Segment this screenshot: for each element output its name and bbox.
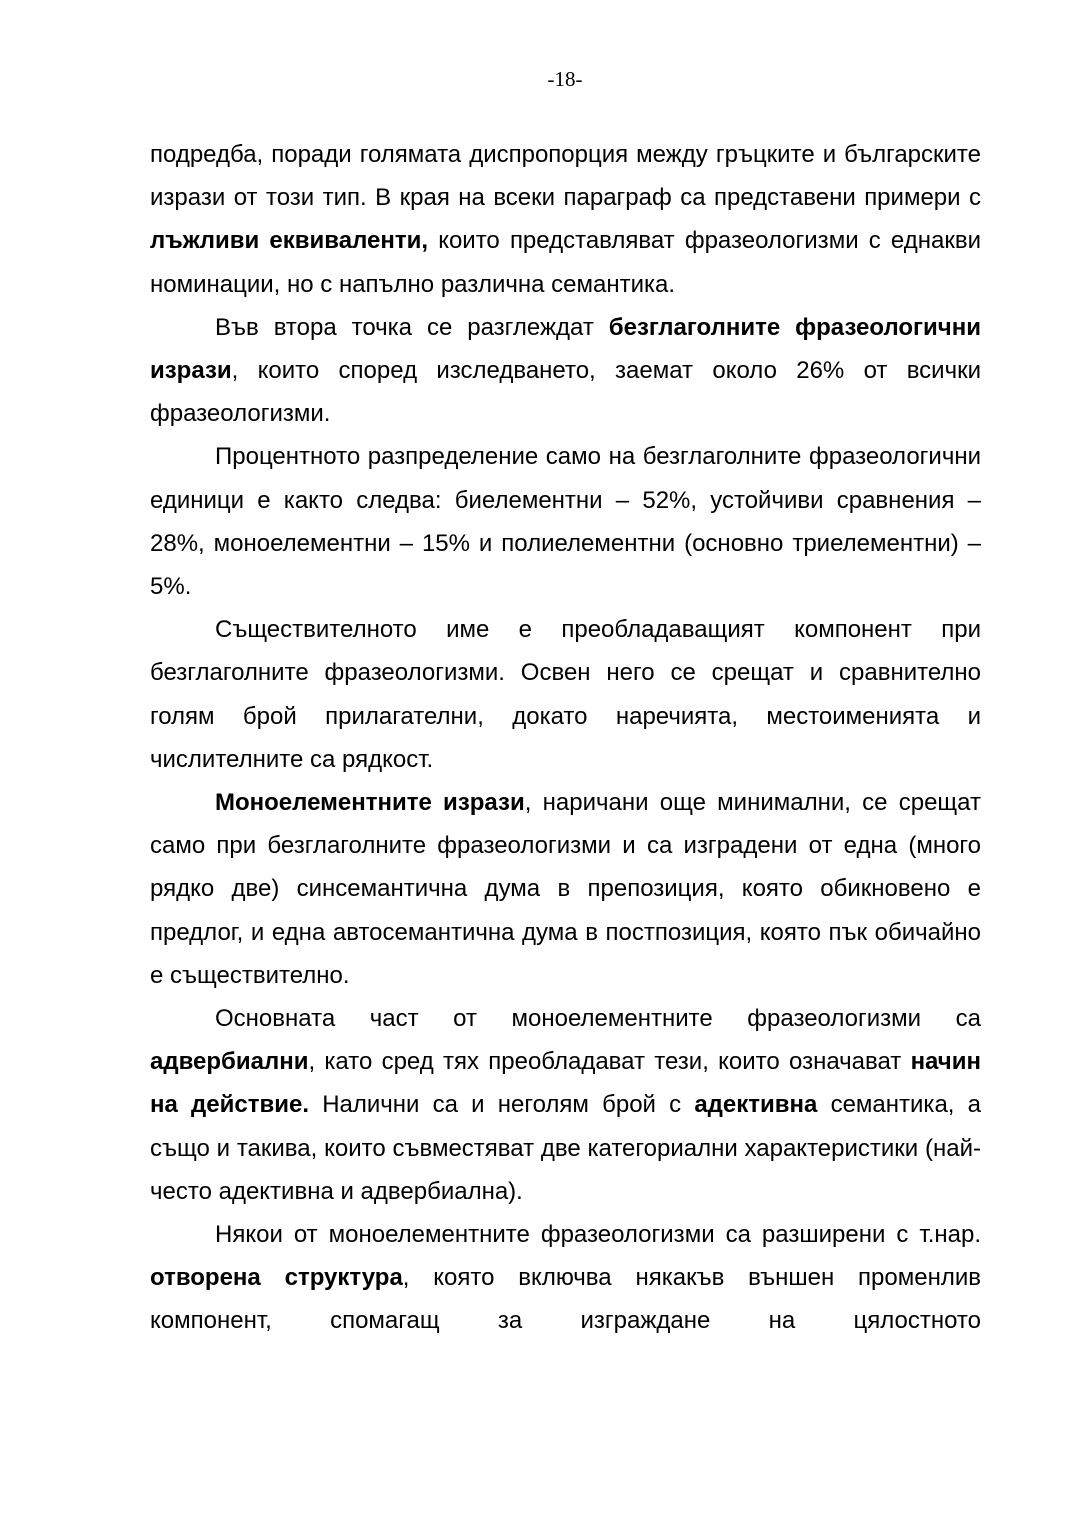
text-run: Във втора точка се разглеждат — [215, 313, 609, 341]
paragraph-6 — [150, 997, 981, 1213]
text-run: Налични са и неголям брой с — [309, 1091, 695, 1119]
bold-term: начин на действие. — [150, 1048, 981, 1119]
paragraph-3 — [150, 435, 981, 608]
bold-term: лъжливи еквиваленти, — [150, 227, 429, 255]
text-run: семантика, а също и такива, които съвместяват две категориални характеристики (най-често адективна и адвербиална). — [150, 1091, 981, 1205]
text-run: , които според изследването, заемат около 26% от всички фразеологизми. — [150, 357, 981, 428]
document-body — [150, 133, 981, 1343]
text-run: , наричани още минимални, се срещат само при безглаголните фразеологизми и са изградени от една (много рядко две) синсемантична дума в препозиция, която обикновено е предлог, и една автосемантична дума в постпозиция, която пък обичайно е съществително. — [150, 789, 981, 989]
paragraph-2 — [150, 306, 981, 436]
bold-term: безглаголните фразеологични изрази — [150, 313, 981, 385]
text-run: Основната част от моноелементните фразеологизми са — [215, 1005, 981, 1033]
paragraph-7 — [150, 1213, 981, 1343]
text-run: Някои от моноелементните фразеологизми са разширени с т.нар. — [215, 1221, 981, 1249]
text-run: Процентното разпределение само на безглаголните фразеологични единици е както следва: биелементни – 52%, устойчиви сравнения – 28%, моноелементни – 15% и полиелементни (основно триелементни) – 5%. — [150, 443, 981, 601]
paragraph-1 — [150, 133, 981, 306]
bold-term: Моноелементните изрази — [215, 789, 525, 817]
paragraph-5 — [150, 781, 981, 997]
text-run: подредба, поради голямата диспропорция между гръцките и българските изрази от този тип. В края на всеки параграф са представени примери с — [150, 141, 981, 212]
page-number: -18- — [547, 67, 583, 91]
text-run: които представляват фразеологизми с еднакви номинации, но с напълно различна семантика. — [150, 227, 981, 298]
bold-term: адвербиални — [150, 1048, 309, 1076]
text-run: Съществителното име е преобладаващият компонент при безглаголните фразеологизми. Освен него се срещат и сравнително голям брой прилагателни, докато наречията, местоименията и числителните са рядкост. — [150, 616, 981, 773]
text-run: , която включва някакъв външен променлив компонент, спомагащ за изграждане на цялостното — [150, 1264, 981, 1335]
paragraph-4 — [150, 608, 981, 781]
text-run: , като сред тях преобладават тези, които означават — [308, 1048, 911, 1076]
bold-term: адективна — [694, 1091, 818, 1119]
bold-term: отворена структура — [150, 1264, 403, 1292]
